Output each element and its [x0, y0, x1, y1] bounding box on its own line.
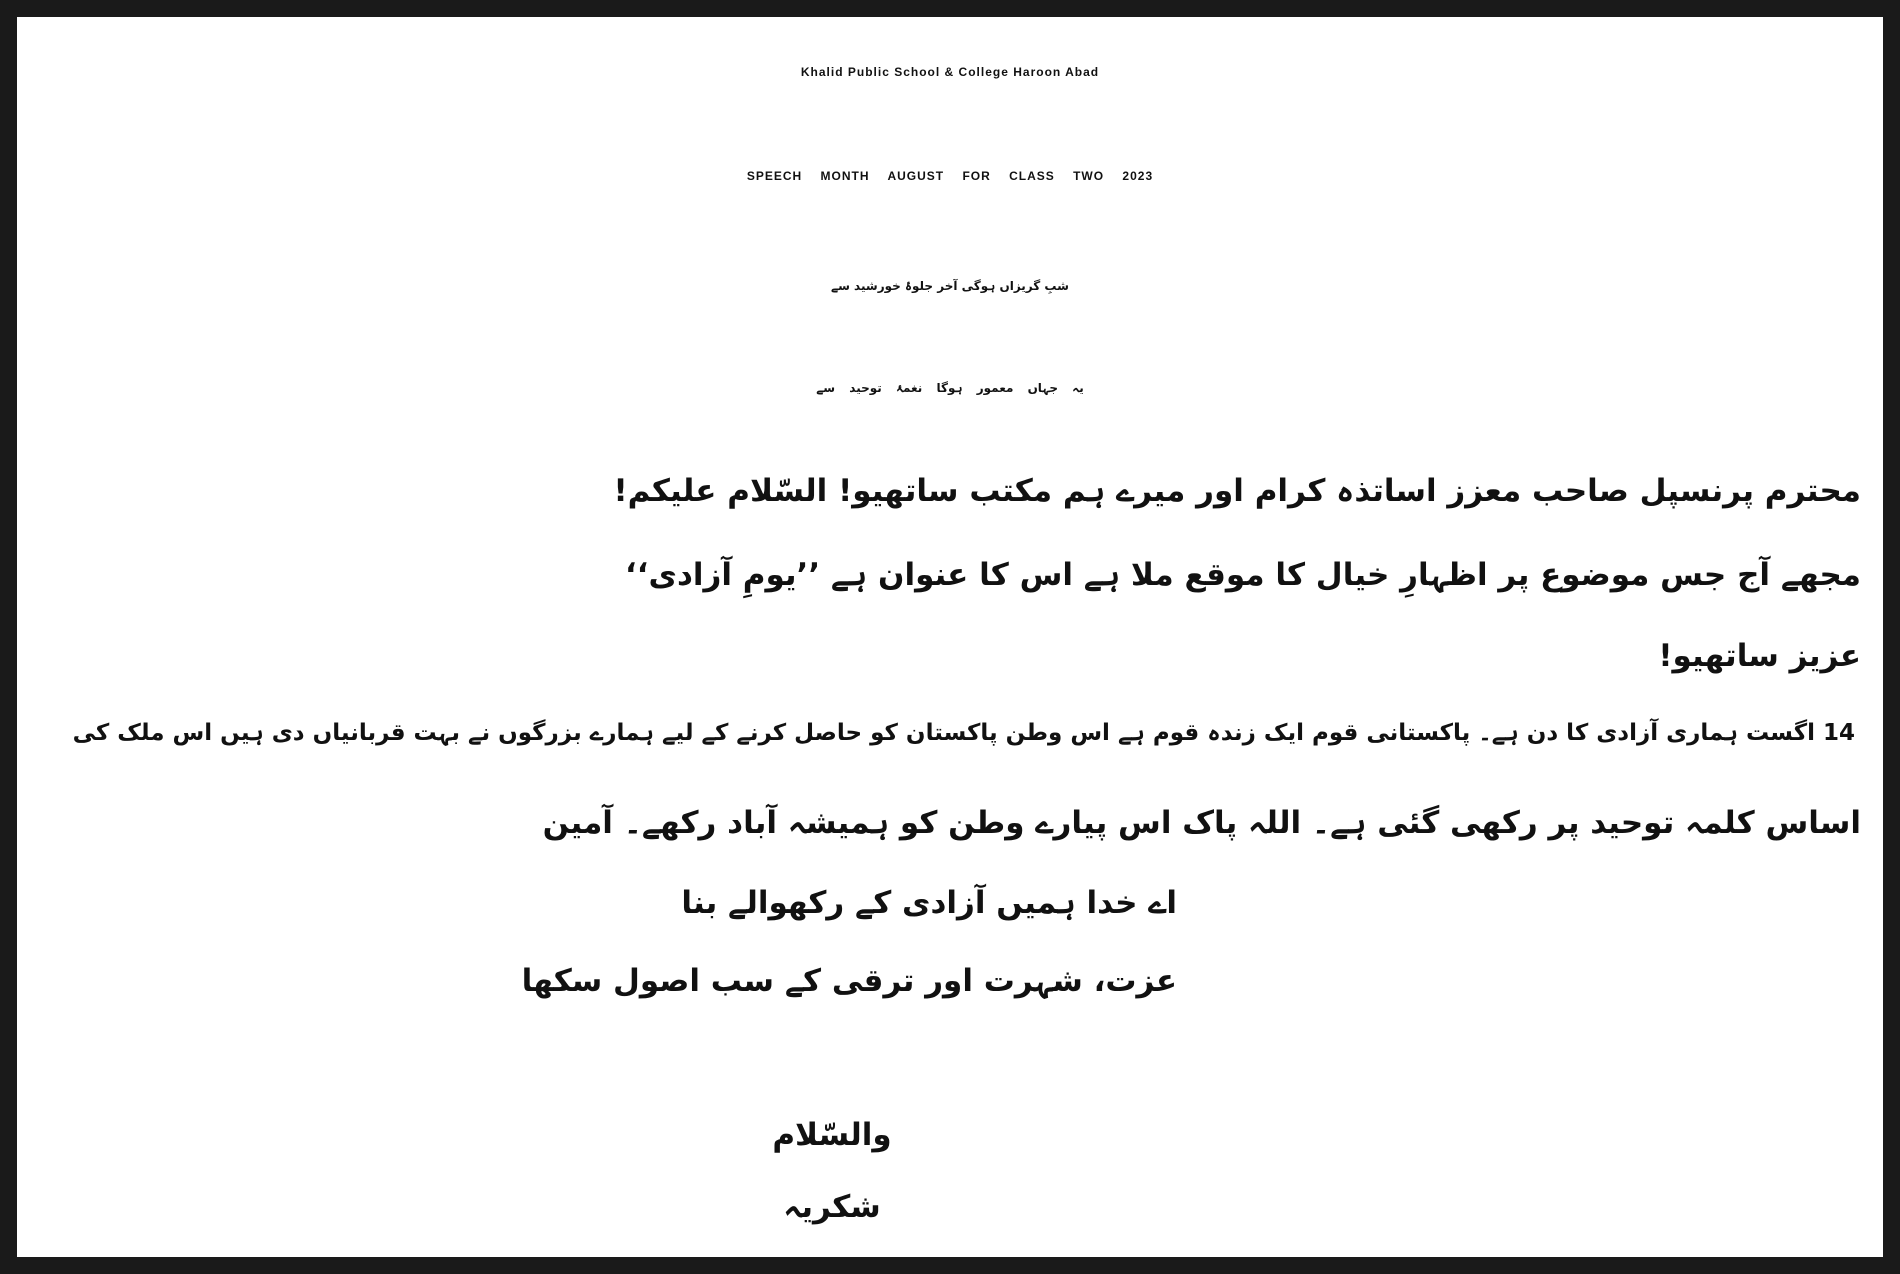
school-name-heading: Khalid Public School & College Haroon Abad	[800, 65, 1100, 79]
greeting-line: محترم پرنسپل صاحب معزز اساتذہ کرام اور میرے ہم مکتب ساتھیو! السّلام علیکم!	[613, 473, 1861, 509]
poem-line-1: شبِ گریزاں ہوگی آخر جلوۂ خورشید سے	[831, 279, 1069, 293]
topic-line: مجھے آج جس موضوع پر اظہارِ خیال کا موقع ملا ہے اس کا عنوان ہے ’’یومِ آزادی‘‘	[624, 557, 1861, 593]
closing-thanks: شکریہ	[783, 1189, 881, 1225]
speech-body-line-1: 14 اگست ہماری آزادی کا دن ہے۔ پاکستانی قوم ایک زندہ قوم ہے اس وطن پاکستان کو حاصل کرنے کے لیے ہمارے بزرگوں نے بہت قربانیاں دی ہیں اس ملک کی	[72, 720, 1855, 746]
dear-friends-line: عزیز ساتھیو!	[1658, 638, 1861, 674]
speech-body-line-2: اساس کلمہ توحید پر رکھی گئی ہے۔ اللہ پاک اس پیارے وطن کو ہمیشہ آباد رکھے۔ آمین	[542, 805, 1861, 841]
verse-line-2: عزت، شہرت اور ترقی کے سب اصول سکھا	[521, 963, 1177, 999]
speech-document	[17, 17, 1883, 1257]
poem-line-2: یہ جہاں معمور ہوگا نغمۂ توحید سے	[816, 381, 1084, 395]
closing-salam: والسّلام	[772, 1117, 892, 1153]
speech-title-heading: SPEECH MONTH AUGUST FOR CLASS TWO 2023	[746, 169, 1154, 183]
verse-line-1: اے خدا ہمیں آزادی کے رکھوالے بنا	[681, 885, 1177, 921]
